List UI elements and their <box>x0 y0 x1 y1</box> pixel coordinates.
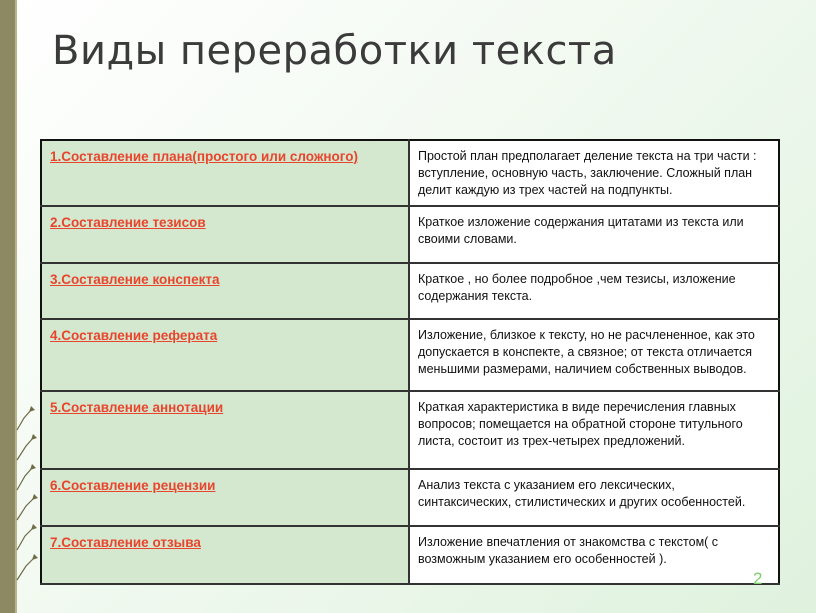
term-link[interactable]: 7.Составление отзыва <box>50 535 201 550</box>
term-cell <box>41 263 409 319</box>
table-row <box>41 469 779 526</box>
term-link[interactable]: 2.Составление тезисов <box>50 215 206 230</box>
term-cell <box>41 206 409 263</box>
term-link[interactable]: 4.Составление реферата <box>50 328 218 343</box>
term-cell <box>41 140 409 206</box>
slide-title: Виды переработки текста <box>52 28 617 74</box>
description-cell: Изложение впечатления от знакомства с текстом( с возможным указанием его особенностей ). <box>409 526 779 584</box>
page-number: 2 <box>753 569 763 588</box>
decorative-arrows-graphic <box>0 0 40 613</box>
table-row <box>41 319 779 391</box>
term-cell <box>41 391 409 469</box>
term-link[interactable]: 6.Составление рецензии <box>50 478 216 493</box>
table-row <box>41 526 779 584</box>
table-row <box>41 140 779 206</box>
table-row <box>41 263 779 319</box>
text-processing-table <box>40 139 780 585</box>
term-link[interactable]: 5.Составление аннотации <box>50 400 224 415</box>
table-row <box>41 391 779 469</box>
table-row <box>41 206 779 263</box>
term-cell <box>41 319 409 391</box>
term-cell <box>41 526 409 584</box>
description-cell: Простой план предполагает деление текста на три части : вступление, основную часть, заключение. Сложный план делит каждую из трех частей на подпункты. <box>409 140 779 206</box>
table-body <box>41 140 779 584</box>
description-cell: Краткая характеристика в виде перечисления главных вопросов; помещается на обратной стороне титульного листа, состоит из трех-четырех предложений. <box>409 391 779 469</box>
description-cell: Краткое , но более подробное ,чем тезисы, изложение содержания текста. <box>409 263 779 319</box>
term-link[interactable]: 1.Составление плана(простого или сложного) <box>50 149 358 164</box>
term-cell <box>41 469 409 526</box>
description-cell: Краткое изложение содержания цитатами из текста или своими словами. <box>409 206 779 263</box>
description-cell: Изложение, близкое к тексту, но не расчлененное, как это допускается в конспекте, а связное; от текста отличается меньшими размерами, наличием собственных выводов. <box>409 319 779 391</box>
description-cell: Анализ текста с указанием его лексических, синтаксических, стилистических и других особенностей. <box>409 469 779 526</box>
term-link[interactable]: 3.Составление конспекта <box>50 272 220 287</box>
